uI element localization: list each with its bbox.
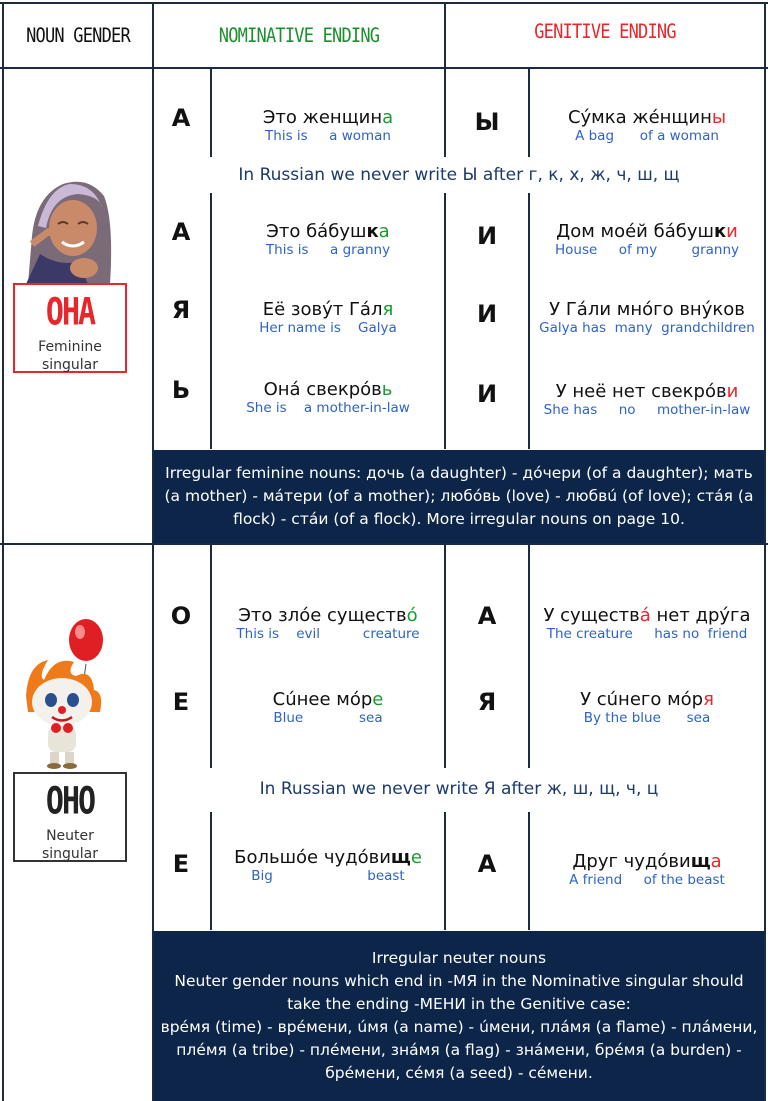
feminine-badge-title: ОНА <box>45 290 95 335</box>
feminine-badge-subtitle: Feminine singular <box>38 339 102 373</box>
nom-example: Это злóе существó This is evil creature <box>236 605 420 642</box>
feminine-irregular-text: Irregular feminine nouns: дочь (a daughter) - дóчери (of a daughter); мать (a mother) - мáтери (of a mother); любóвь (love) - любвú (of love); стáя (a flock) - стáи (of a flock). More irregular nouns on page 10. <box>164 464 754 528</box>
neuter-badge <box>13 772 127 862</box>
gen-example: У Гáли мнóго внýков Galya has many grandchildren <box>539 299 755 336</box>
neuter-badge-title: ОНО <box>45 779 95 824</box>
gen-ending-letter: А <box>477 602 497 630</box>
nom-example: Это женщина This is a woman <box>262 107 394 144</box>
gen-example: У существá нет дрýга The creature has no friend <box>543 605 751 642</box>
nom-ending-letter: Е <box>172 688 190 716</box>
gen-ending-letter: Я <box>477 688 497 716</box>
nom-example: Онá свекрóвь She is a mother-in-law <box>246 379 410 416</box>
fem-case-divider <box>444 68 446 449</box>
nom-ending-letter: Е <box>172 850 190 878</box>
neuter-irregular-text: Irregular neuter nouns Neuter gender nouns which end in -МЯ in the Nominative singular should take the ending -МЕНИ in the Genitive case: врéмя (time) - врéмени, úмя (a name) - úмени, плáмя (a flame) - плáмени, плéмя (a tribe) - плéмени, знáмя (a flag) - знáмени, брéмя (a burden) - брéмени, сéмя (a seed) - сéмени. <box>160 949 758 1082</box>
neuter-spelling-rule: In Russian we never write Я after ж, ш, щ, ч, ц <box>259 779 659 799</box>
neu-case-divider <box>444 545 446 930</box>
nom-example: Её зовýт Гáля Her name is Galya <box>259 299 397 336</box>
nom-example: Это бáбушка This is a granny <box>265 221 391 258</box>
table-left-border <box>2 2 4 1101</box>
nom-ending-letter: Я <box>171 296 191 324</box>
header-genitive: GENITIVE ENDING <box>534 20 676 44</box>
gen-ending-letter: И <box>476 300 498 328</box>
section-divider <box>0 543 768 545</box>
gen-ending-letter: Ы <box>474 108 500 136</box>
feminine-badge <box>13 283 127 373</box>
neuter-irregular-note <box>154 931 764 1101</box>
gen-example: Дом моéй бáбушки House of my granny <box>554 221 740 258</box>
gen-example: У неё нет свекрóви She has no mother-in-law <box>543 381 751 418</box>
neuter-badge-subtitle: Neuter singular <box>41 828 99 862</box>
feminine-spelling-rule: In Russian we never write Ы after г, к, х, ж, ч, ш, щ <box>238 165 680 185</box>
nom-ending-letter: А <box>171 218 191 246</box>
clown-with-red-balloon-icon <box>18 616 118 772</box>
header-nominative: NOMINATIVE ENDING <box>218 24 380 47</box>
table-right-border <box>764 2 766 1101</box>
gen-example: У сúнего мóря By the blue sea <box>580 689 714 726</box>
nom-ending-letter: Ь <box>171 376 191 404</box>
gen-ending-letter: И <box>476 222 498 250</box>
gen-ending-letter: А <box>477 850 497 878</box>
nom-example: Большóе чудóвище Big beast <box>234 847 422 884</box>
nom-ending-letter: А <box>171 104 191 132</box>
nom-ending-letter: О <box>170 602 192 630</box>
header-noun-gender: NOUN GENDER <box>26 24 130 47</box>
gen-example: Друг чудóвища A friend of the beast <box>569 851 725 888</box>
granny-photo <box>18 166 118 284</box>
gen-example: Сýмка жéнщины A bag of a woman <box>567 107 727 144</box>
gen-ending-letter: И <box>476 380 498 408</box>
feminine-irregular-note <box>154 450 764 543</box>
nom-example: Сúнее мóре Blue sea <box>272 689 384 726</box>
